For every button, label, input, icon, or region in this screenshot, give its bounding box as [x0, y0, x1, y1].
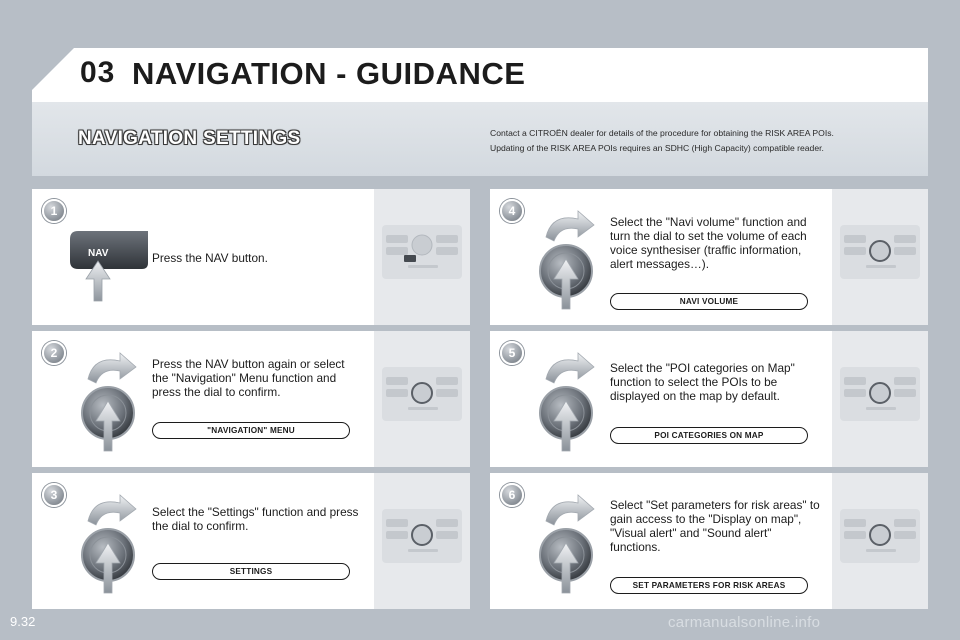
photo-panel [832, 189, 928, 325]
step-instruction: Select "Set parameters for risk areas" to gain access to the "Display on map", "Visual alert" and "Sound alert" functions. [610, 498, 820, 554]
intro-note [490, 126, 910, 156]
menu-label: SETTINGS [152, 563, 350, 580]
turn-arrow-icon [546, 353, 594, 383]
page-title: NAVIGATION - GUIDANCE [132, 56, 526, 91]
rotary-dial-icon [532, 491, 602, 595]
step-card-2 [32, 331, 470, 467]
photo-panel [832, 473, 928, 609]
step-card-5 [490, 331, 928, 467]
photo-panel [374, 473, 470, 609]
intro-note-line: Contact a CITROËN dealer for details of the procedure for obtaining the RISK AREA POIs. [490, 128, 834, 138]
page-number: 9.32 [10, 614, 36, 629]
step-number-icon: 1 [42, 199, 66, 223]
audio-console-icon [840, 225, 920, 279]
menu-label: "NAVIGATION" MENU [152, 422, 350, 439]
rotary-dial-icon [74, 491, 144, 595]
menu-label: NAVI VOLUME [610, 293, 808, 310]
menu-label: SET PARAMETERS FOR RISK AREAS [610, 577, 808, 594]
rotary-dial-icon [532, 349, 602, 453]
step-instruction: Press the NAV button. [152, 251, 268, 265]
audio-console-icon [382, 225, 462, 279]
photo-panel [374, 331, 470, 467]
photo-panel [832, 331, 928, 467]
audio-console-icon [382, 509, 462, 563]
intro-note-line: Updating of the RISK AREA POIs requires an SDHC (High Capacity) compatible reader. [490, 143, 824, 153]
audio-console-icon [840, 509, 920, 563]
step-card-1 [32, 189, 470, 325]
turn-arrow-icon [88, 495, 136, 525]
step-number-icon: 3 [42, 483, 66, 507]
rotary-dial-icon [532, 207, 602, 311]
nav-button-label: NAV [88, 248, 109, 259]
audio-console-icon [840, 367, 920, 421]
chapter-number: 03 [80, 56, 116, 89]
photo-panel [374, 189, 470, 325]
step-instruction: Select the "POI categories on Map" function to select the POIs to be displayed on the map by default. [610, 361, 795, 403]
step-number-icon: 5 [500, 341, 524, 365]
step-instruction: Select the "Navi volume" function and turn the dial to set the volume of each voice synthesiser (traffic information, alert messages…). [610, 215, 807, 271]
step-card-6 [490, 473, 928, 609]
audio-console-icon [382, 367, 462, 421]
step-card-3 [32, 473, 470, 609]
step-number-icon: 4 [500, 199, 524, 223]
step-card-4 [490, 189, 928, 325]
step-instruction: Press the NAV button again or select the "Navigation" Menu function and press the dial to confirm. [152, 357, 345, 399]
turn-arrow-icon [88, 353, 136, 383]
watermark: carmanualsonline.info [668, 614, 821, 631]
menu-label: POI CATEGORIES ON MAP [610, 427, 808, 444]
turn-arrow-icon [546, 211, 594, 241]
step-number-icon: 2 [42, 341, 66, 365]
section-title: NAVIGATION SETTINGS [78, 128, 301, 149]
step-number-icon: 6 [500, 483, 524, 507]
turn-arrow-icon [546, 495, 594, 525]
rotary-dial-icon [74, 349, 144, 453]
step-instruction: Select the "Settings" function and press the dial to confirm. [152, 505, 359, 533]
nav-button-icon [66, 225, 156, 303]
